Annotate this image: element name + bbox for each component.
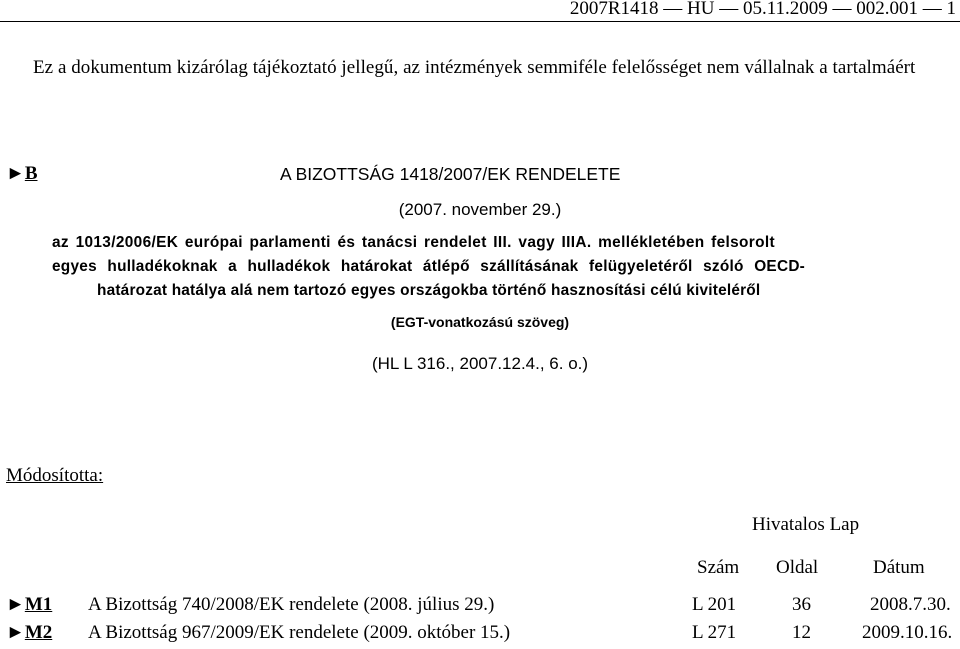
column-page: Oldal (776, 557, 819, 578)
marker-label: M2 (24, 622, 53, 643)
amendment-description: A Bizottság 740/2008/EK rendelete (2008. július 29.) (88, 594, 495, 615)
oj-reference: (HL L 316., 2007.12.4., 6. o.) (371, 354, 589, 373)
amendment-date: 2008.7.30. (870, 594, 951, 615)
act-date: (2007. november 29.) (398, 200, 562, 219)
amendment-marker-m2[interactable] (6, 622, 52, 644)
amendment-marker-m1[interactable] (6, 594, 52, 616)
amendment-description: A Bizottság 967/2009/EK rendelete (2009. október 15.) (88, 622, 511, 643)
column-date: Dátum (873, 557, 925, 578)
header-rule (0, 21, 960, 22)
amendment-number: L 201 (692, 594, 737, 615)
act-subject-line-2: egyes hulladékoknak a hulladékok határokat átlépő szállításának felügyeletéről szóló OECD- (52, 258, 806, 275)
act-title: A BIZOTTSÁG 1418/2007/EK RENDELETE (280, 164, 621, 184)
basic-act-marker[interactable] (6, 163, 38, 185)
document-reference: 2007R1418 — HU — 05.11.2009 — 002.001 — 1 (569, 0, 956, 19)
amendment-page: 36 (792, 594, 811, 615)
disclaimer: Ez a dokumentum kizárólag tájékoztató jellegű, az intézmények semmiféle felelősséget nem vállalnak a tartalmáért (33, 57, 916, 78)
amendment-number: L 271 (692, 622, 737, 643)
eea-note: (EGT-vonatkozású szöveg) (390, 314, 570, 330)
column-number: Szám (697, 557, 740, 578)
official-journal-header: Hivatalos Lap (752, 514, 860, 535)
act-subject-line-3: határozat hatálya alá nem tartozó egyes országokba történő hasznosítási célú kiviteléről (97, 282, 761, 299)
amendment-page: 12 (792, 622, 811, 643)
marker-label: M1 (24, 594, 53, 615)
amended-by-heading: Módosította: (6, 465, 104, 486)
amendment-date: 2009.10.16. (862, 622, 953, 643)
marker-arrow-icon: ► (6, 622, 25, 643)
act-subject-line-1: az 1013/2006/EK európai parlamenti és tanácsi rendelet III. vagy IIIA. mellékletében felsorolt (52, 234, 775, 251)
marker-arrow-icon: ► (6, 594, 25, 615)
marker-arrow-icon: ► (6, 163, 25, 184)
marker-label: B (24, 163, 38, 184)
